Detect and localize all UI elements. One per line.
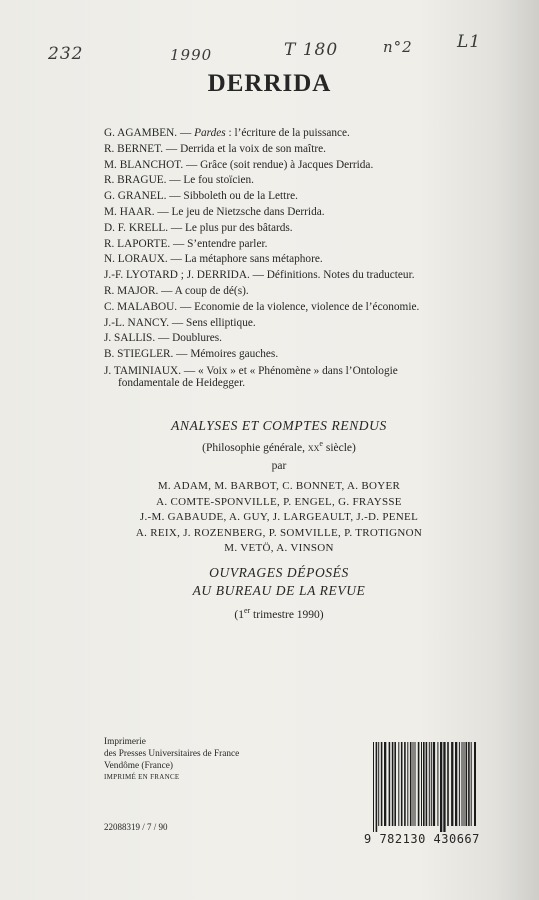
toc-entry [104, 205, 454, 221]
toc-dash: — [166, 190, 184, 203]
toc-author: C. MALABOU. [104, 300, 178, 313]
handwritten-note-shelf: L1 [457, 32, 482, 52]
toc-author: J. SALLIS. [104, 332, 156, 345]
barcode-bar [423, 742, 425, 826]
toc-dash: — [167, 253, 185, 266]
toc-author: R. BRAGUE. [104, 174, 167, 187]
barcode-bar [426, 742, 428, 826]
barcode-bar [471, 742, 472, 826]
barcode-bar [389, 742, 391, 826]
barcode-bar [373, 742, 374, 832]
barcode-bar [413, 742, 414, 826]
toc-dash: — [173, 348, 191, 361]
barcode-bar [381, 742, 383, 826]
toc-author: J. TAMINIAUX. [104, 364, 182, 377]
reviews-subheading-text: (Philosophie générale, $xx^e$ siècle) [202, 439, 356, 454]
barcode-bar [466, 742, 468, 826]
toc-entry [104, 173, 454, 189]
barcode-bar [443, 742, 445, 832]
toc-author: G. AGAMBEN. [104, 127, 178, 139]
toc-dash: — [183, 158, 201, 171]
toc-dash: — [166, 174, 184, 187]
toc-entry [104, 347, 454, 363]
imprint-line-2: des Presses Universitaires de France [104, 748, 240, 759]
barcode-bar [401, 742, 403, 826]
toc-author: R. LAPORTE. [104, 237, 171, 250]
toc-entry [104, 331, 454, 347]
barcode-bar [451, 742, 453, 826]
toc-entry [104, 189, 454, 205]
toc-article-title: Sibboleth ou de la Lettre. [183, 190, 298, 203]
barcode-bar [464, 742, 465, 826]
toc-article-title: « Voix » et « Phénomène » dans l’Ontologie fondamentale de Heidegger. [118, 364, 398, 390]
handwritten-note-number: n°2 [383, 38, 413, 56]
toc-entry [104, 252, 454, 268]
barcode-bar [447, 742, 449, 826]
toc-article-title: Définitions. Notes du traducteur. [266, 269, 415, 282]
toc-entry [104, 284, 454, 300]
reviewers-line: M. VETÖ, A. VINSON [224, 542, 334, 555]
barcode-bar [440, 742, 442, 832]
barcode-bar [468, 742, 470, 826]
barcode-bar [394, 742, 396, 826]
toc-author: J.-F. LYOTARD ; J. DERRIDA. [104, 269, 250, 282]
barcode-bar [376, 742, 378, 832]
toc-author: M. HAAR. [104, 205, 155, 218]
printer-imprint [104, 737, 239, 784]
barcode-bar [437, 742, 438, 826]
imprint-line-4: IMPRIMÉ EN FRANCE [104, 773, 180, 782]
toc-italic-part: Pardes [194, 127, 229, 139]
barcode-bar [455, 742, 457, 826]
toc-dash: — [154, 205, 172, 218]
toc-entry [104, 300, 454, 316]
isbn-digits: 9 782130 430667 [364, 832, 480, 846]
toc-entry [104, 363, 454, 390]
reviewers-line: A. REIX, J. ROZENBERG, P. SOMVILLE, P. TROTIGNON [135, 526, 423, 539]
toc-dash: — [249, 269, 267, 282]
toc-author: G. GRANEL. [104, 190, 167, 203]
toc-article-title: S’entendre parler. [187, 237, 268, 250]
handwritten-note-volume: T 180 [284, 40, 339, 60]
barcode-bar [404, 742, 406, 826]
toc-author: B. STIEGLER. [104, 348, 174, 361]
deposits-quarter: (1er trimestre 1990) [234, 606, 324, 621]
toc-author: N. LORAUX. [104, 253, 168, 266]
toc-article-title: Le plus pur des bâtards. [185, 221, 293, 234]
toc-author: R. BERNET. [104, 142, 164, 155]
reviews-by: par [271, 460, 287, 472]
toc-article-title: A coup de dé(s). [174, 284, 249, 297]
toc-article-title: Pardes : l’écriture de la puissance. [194, 127, 350, 139]
toc-entry [104, 268, 454, 284]
reviewers-line: A. COMTE-SPONVILLE, P. ENGEL, G. FRAYSSE [156, 495, 402, 508]
toc-article-title: La métaphore sans métaphore. [184, 253, 323, 266]
toc-dash: — [155, 332, 173, 345]
toc-article-title: Derrida et la voix de son maître. [180, 142, 326, 155]
barcode-bars [372, 742, 476, 832]
toc-dash: — [169, 316, 187, 329]
toc-dash: — [163, 142, 181, 155]
isbn-barcode [364, 738, 478, 848]
toc-author: R. MAJOR. [104, 284, 159, 297]
reviews-subheading [104, 439, 454, 454]
barcode-bar [433, 742, 435, 826]
imprint-line-3: Vendôme (France) [104, 760, 173, 771]
toc-dash: — [158, 284, 175, 297]
toc-entry [104, 237, 454, 253]
table-of-contents [104, 126, 454, 390]
toc-article-title: Grâce (soit rendue) à Jacques Derrida. [200, 158, 374, 171]
barcode-bar [418, 742, 420, 826]
barcode-bar [474, 742, 476, 826]
toc-entry [104, 142, 454, 158]
reviews-heading: ANALYSES ET COMPTES RENDUS [171, 418, 387, 433]
toc-article-title: Le jeu de Nietzsche dans Derrida. [171, 205, 325, 218]
barcode-bar [378, 742, 379, 826]
toc-article-title: Economie de la violence, violence de l’économie. [194, 300, 420, 313]
barcode-bar [398, 742, 399, 826]
toc-dash: — [170, 237, 188, 250]
toc-article-title: Sens elliptique. [186, 316, 256, 329]
barcode-bar [431, 742, 432, 826]
toc-entry [104, 316, 454, 332]
barcode-bar [462, 742, 463, 826]
print-code: 22088319 / 7 / 90 [104, 822, 168, 832]
deposits-heading-line-1: OUVRAGES DÉPOSÉS [209, 565, 349, 580]
toc-dash: — [177, 127, 195, 139]
barcode-bar [392, 742, 394, 826]
barcode-bar [421, 742, 422, 826]
toc-entry [104, 221, 454, 237]
barcode-bar [410, 742, 412, 826]
toc-article-title: Doublures. [172, 332, 222, 345]
deposits-heading-line-2: AU BUREAU DE LA REVUE [192, 583, 366, 598]
barcode-bar [407, 742, 408, 826]
barcode-bar [459, 742, 460, 826]
toc-entry [104, 158, 454, 174]
barcode-bar [415, 742, 416, 826]
toc-dash: — [177, 300, 195, 313]
toc-author: M. BLANCHOT. [104, 158, 184, 171]
reviewers-list [104, 479, 454, 557]
toc-dash: — [181, 364, 198, 377]
toc-dash: — [168, 221, 186, 234]
toc-entry [104, 126, 454, 142]
reviewers-line: M. ADAM, M. BARBOT, C. BONNET, A. BOYER [157, 480, 401, 492]
barcode-bar [429, 742, 430, 826]
handwritten-note-year: 1990 [170, 46, 213, 64]
reviewers-line: J.-M. GABAUDE, A. GUY, J. LARGEAULT, J.-D. PENEL [139, 511, 419, 524]
imprint-line-1: Imprimerie [104, 737, 146, 747]
toc-author: J.-L. NANCY. [104, 316, 170, 329]
barcode-bar [384, 742, 386, 826]
toc-author: D. F. KRELL. [104, 221, 169, 234]
toc-article-title: Mémoires gauches. [190, 348, 279, 361]
toc-article-title: Le fou stoïcien. [183, 174, 254, 187]
handwritten-note-232: 232 [48, 44, 84, 64]
journal-title: DERRIDA [207, 70, 332, 97]
